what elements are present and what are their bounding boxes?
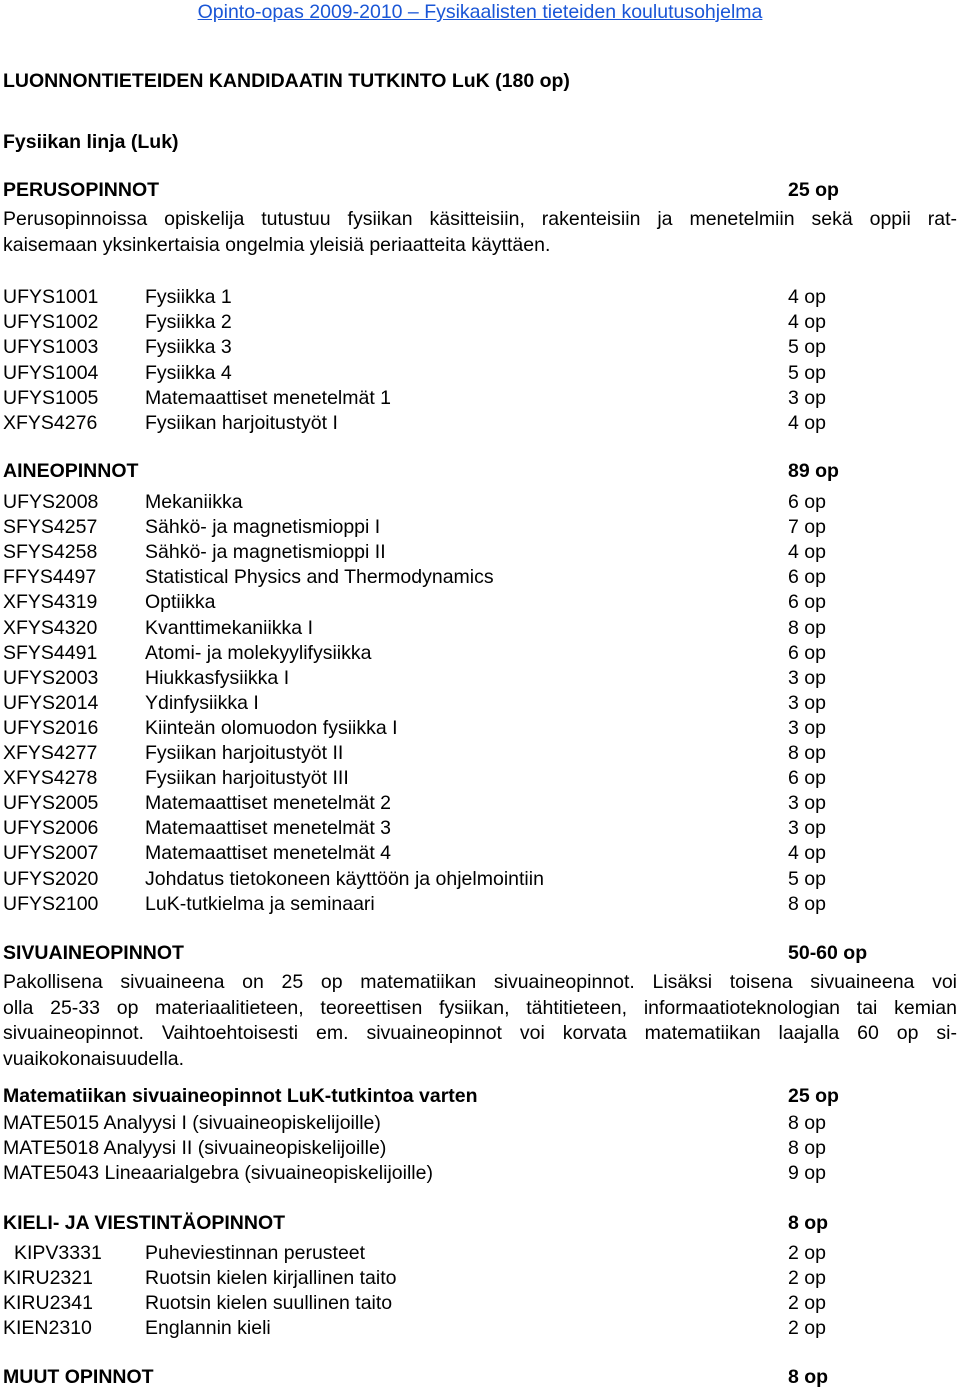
course-name: Statistical Physics and Thermodynamics (145, 566, 494, 589)
sivu-desc-line: olla 25-33 op materiaalitieteen, teoreettisen fysiikan, tähtitieteen, informaatioteknologian tai kemian (3, 996, 957, 1019)
course-code: KIEN2310 (3, 1317, 92, 1339)
course-name: Fysiikan harjoitustyöt I (145, 412, 338, 434)
course-credits: 2 op (788, 1267, 826, 1289)
course-name: Sähkö- ja magnetismioppi II (145, 541, 386, 564)
course-row (0, 642, 960, 667)
course-credits: 6 op (788, 641, 826, 664)
sivu-credits: 50-60 op (788, 942, 868, 964)
course-row (0, 516, 960, 541)
course-credits: 5 op (788, 867, 826, 890)
sivu-desc-line: sivuaineopinnot. Vaihtoehtoisesti em. sivuaineopinnot voi korvata matematiikan laajalla 60 op si- (3, 1022, 957, 1044)
course-credits: 8 op (788, 1112, 826, 1134)
course-row (0, 1267, 960, 1292)
mate-credits: 25 op (788, 1085, 839, 1107)
course-credits: 5 op (788, 336, 826, 359)
course-credits: 8 op (788, 892, 826, 915)
course-code: SFYS4257 (3, 516, 98, 539)
course-name: Englannin kieli (145, 1317, 271, 1339)
sivu-description (3, 970, 957, 1072)
course-credits: 6 op (788, 566, 826, 589)
course-credits: 4 op (788, 541, 826, 564)
course-row (0, 792, 960, 817)
kieli-credits: 8 op (788, 1212, 829, 1234)
course-code: UFYS2020 (3, 867, 99, 890)
course-row (0, 491, 960, 516)
course-name: Fysiikan harjoitustyöt III (145, 767, 349, 790)
perus-credits: 25 op (788, 179, 839, 201)
course-name: Fysiikka 1 (145, 286, 232, 308)
course-code: UFYS1002 (3, 311, 99, 334)
course-code: XFYS4278 (3, 767, 98, 790)
muut-title: MUUT OPINNOT (3, 1366, 154, 1388)
course-name: Kvanttimekaniikka I (145, 616, 313, 639)
course-row (0, 842, 960, 867)
course-name: Ruotsin kielen kirjallinen taito (145, 1267, 397, 1289)
perus-desc-line: kaisemaan yksinkertaisia ongelmia yleisiä periaatteita käyttäen. (3, 233, 551, 256)
course-row (0, 286, 960, 311)
course-code: FFYS4497 (3, 566, 97, 589)
course-credits: 3 op (788, 817, 826, 840)
course-name: Kiinteän olomuodon fysiikka I (145, 716, 398, 739)
course-row (0, 412, 960, 437)
course-name: Matemaattiset menetelmät 1 (145, 386, 392, 409)
track-title: Fysiikan linja (Luk) (3, 131, 179, 153)
course-credits: 3 op (788, 716, 826, 739)
perus-title: PERUSOPINNOT (3, 179, 160, 201)
course-credits: 8 op (788, 616, 826, 639)
course-code: XFYS4320 (3, 616, 98, 639)
course-row (0, 566, 960, 591)
course-credits: 4 op (788, 286, 826, 308)
course-row (0, 1137, 960, 1162)
course-row (0, 1112, 960, 1137)
course-code: UFYS2006 (3, 817, 99, 840)
document-header: Opinto-opas 2009-2010 – Fysikaalisten tieteiden koulutusohjelma (197, 1, 763, 23)
course-code: UFYS2016 (3, 716, 99, 739)
course-row (0, 387, 960, 412)
course-credits: 8 op (788, 742, 826, 764)
perus-desc-line: Perusopinnoissa opiskelija tutustuu fysiikan käsitteisiin, rakenteisiin ja menetelmiin sekä oppii rat- (3, 208, 957, 230)
course-row (0, 893, 960, 918)
course-credits: 2 op (788, 1242, 826, 1264)
course-row (0, 1162, 960, 1187)
course-code: KIRU2321 (3, 1267, 93, 1289)
course-credits: 3 op (788, 792, 826, 815)
mate-title: Matematiikan sivuaineopinnot LuK-tutkintoa varten (3, 1085, 478, 1107)
course-code: UFYS1005 (3, 386, 99, 409)
course-code: UFYS1003 (3, 336, 99, 359)
course-name: MATE5018 Analyysi II (sivuaineopiskelijoille) (3, 1137, 387, 1159)
course-row (0, 667, 960, 692)
aine-credits: 89 op (788, 460, 839, 482)
course-credits: 4 op (788, 842, 826, 865)
course-row (0, 767, 960, 792)
course-row (0, 1242, 960, 1267)
course-code: XFYS4277 (3, 742, 98, 764)
course-credits: 7 op (788, 516, 826, 539)
course-row (0, 868, 960, 893)
course-name: Fysiikan harjoitustyöt II (145, 742, 344, 764)
aine-title: AINEOPINNOT (3, 460, 139, 482)
course-credits: 6 op (788, 491, 826, 513)
course-name: Ydinfysiikka I (145, 691, 259, 714)
course-credits: 2 op (788, 1317, 826, 1339)
perus-description (3, 207, 957, 258)
course-credits: 4 op (788, 412, 826, 434)
course-credits: 4 op (788, 311, 826, 334)
course-name: Ruotsin kielen suullinen taito (145, 1292, 393, 1314)
course-name: Fysiikka 2 (145, 311, 232, 334)
course-name: Hiukkasfysiikka I (145, 666, 290, 689)
course-row (0, 591, 960, 616)
sivu-desc-line: vuaikokonaisuudella. (3, 1047, 185, 1070)
course-code: SFYS4491 (3, 641, 98, 664)
course-credits: 3 op (788, 666, 826, 689)
course-row (0, 362, 960, 387)
course-name: Optiikka (145, 591, 216, 614)
course-row (0, 1317, 960, 1342)
sivu-title: SIVUAINEOPINNOT (3, 942, 184, 964)
course-name: Matemaattiset menetelmät 2 (145, 792, 392, 815)
course-row (0, 1292, 960, 1317)
course-row (0, 541, 960, 566)
course-code: UFYS1004 (3, 361, 99, 384)
course-credits: 2 op (788, 1292, 826, 1314)
sivu-desc-line: Pakollisena sivuaineena on 25 op matematiikan sivuaineopinnot. Lisäksi toisena sivuaineena voi (3, 971, 957, 993)
course-credits: 3 op (788, 386, 826, 409)
course-code: UFYS2014 (3, 691, 99, 714)
course-name: MATE5015 Analyysi I (sivuaineopiskelijoille) (3, 1112, 381, 1134)
course-name: MATE5043 Lineaarialgebra (sivuaineopiskelijoille) (3, 1162, 433, 1184)
course-row (0, 336, 960, 361)
muut-credits: 8 op (788, 1366, 829, 1388)
course-code: UFYS2005 (3, 792, 99, 815)
course-code: KIRU2341 (3, 1292, 93, 1314)
course-credits: 3 op (788, 691, 826, 714)
course-name: Matemaattiset menetelmät 3 (145, 817, 392, 840)
course-code: UFYS2100 (3, 892, 99, 915)
course-code: UFYS2007 (3, 842, 99, 865)
course-code: XFYS4276 (3, 412, 98, 434)
course-name: Atomi- ja molekyylifysiikka (145, 641, 372, 664)
course-row (0, 692, 960, 717)
course-name: Johdatus tietokoneen käyttöön ja ohjelmointiin (145, 867, 544, 890)
course-row (0, 617, 960, 642)
degree-title: LUONNONTIETEIDEN KANDIDAATIN TUTKINTO LuK (180 op) (3, 70, 570, 92)
course-code: KIPV3331 (14, 1242, 102, 1264)
course-name: Sähkö- ja magnetismioppi I (145, 516, 381, 539)
course-name: Fysiikka 4 (145, 361, 232, 384)
course-credits: 6 op (788, 767, 826, 790)
course-credits: 8 op (788, 1137, 826, 1159)
course-row (0, 717, 960, 742)
course-row (0, 311, 960, 336)
course-code: UFYS2003 (3, 666, 99, 689)
course-name: LuK-tutkielma ja seminaari (145, 892, 375, 915)
kieli-title: KIELI- JA VIESTINTÄOPINNOT (3, 1212, 286, 1234)
course-credits: 9 op (788, 1162, 826, 1184)
course-code: SFYS4258 (3, 541, 98, 564)
course-code: UFYS2008 (3, 491, 99, 513)
course-credits: 6 op (788, 591, 826, 614)
course-code: UFYS1001 (3, 286, 99, 308)
course-row (0, 742, 960, 767)
course-credits: 5 op (788, 361, 826, 384)
course-name: Mekaniikka (145, 491, 243, 513)
course-code: XFYS4319 (3, 591, 98, 614)
course-name: Matemaattiset menetelmät 4 (145, 842, 392, 865)
course-name: Fysiikka 3 (145, 336, 232, 359)
course-row (0, 817, 960, 842)
course-name: Puheviestinnan perusteet (145, 1242, 366, 1264)
